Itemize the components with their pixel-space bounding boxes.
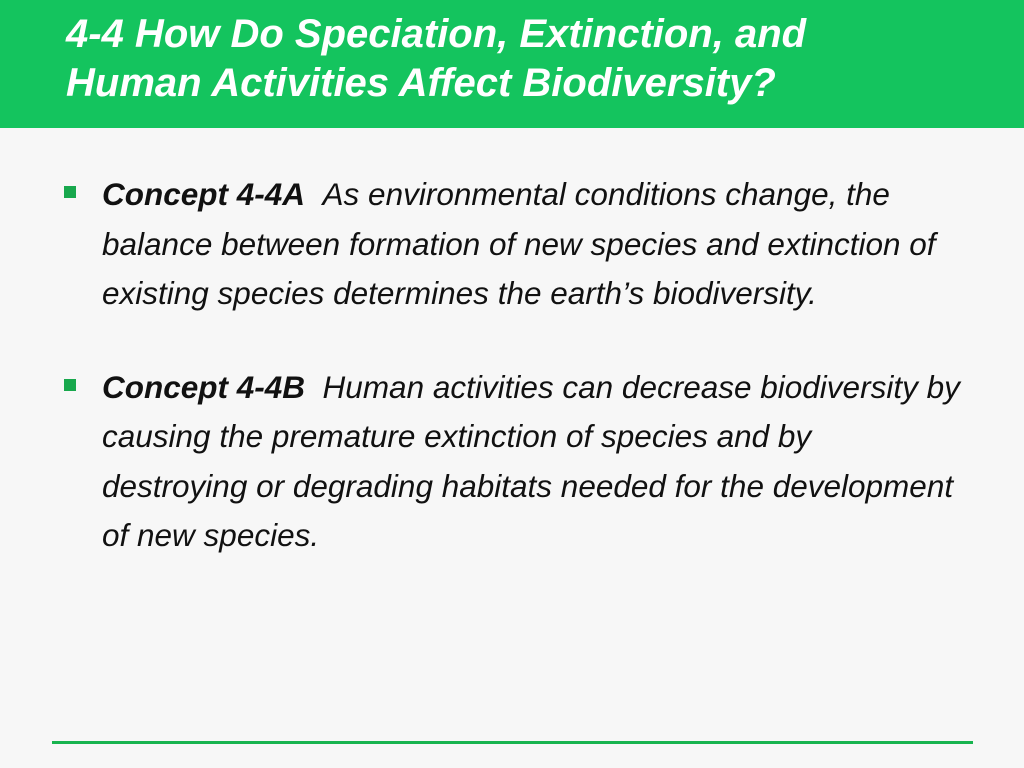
slide-title-line-2: Human Activities Affect Biodiversity? bbox=[66, 61, 776, 105]
concept-text: As environmental conditions change, the balance between formation of new species and extinction of existing species determines the earth’s biodiversity. bbox=[102, 176, 936, 311]
concept-bullet bbox=[64, 170, 964, 319]
square-bullet-icon bbox=[64, 379, 76, 391]
bottom-divider bbox=[52, 741, 973, 744]
slide-title-line-1: 4-4 How Do Speciation, Extinction, and bbox=[66, 12, 807, 56]
concept-label: Concept 4-4A bbox=[102, 176, 306, 212]
concept-label: Concept 4-4B bbox=[102, 368, 306, 405]
concept-text: Human activities can decrease biodiversity by causing the premature extinction of species and by destroying or degrading habitats needed for the development of new species. bbox=[102, 368, 960, 553]
slide-title bbox=[66, 10, 1006, 108]
square-bullet-icon bbox=[64, 186, 76, 198]
concept-bullet bbox=[64, 363, 964, 561]
title-bar bbox=[0, 0, 1024, 128]
slide-content bbox=[64, 170, 964, 605]
